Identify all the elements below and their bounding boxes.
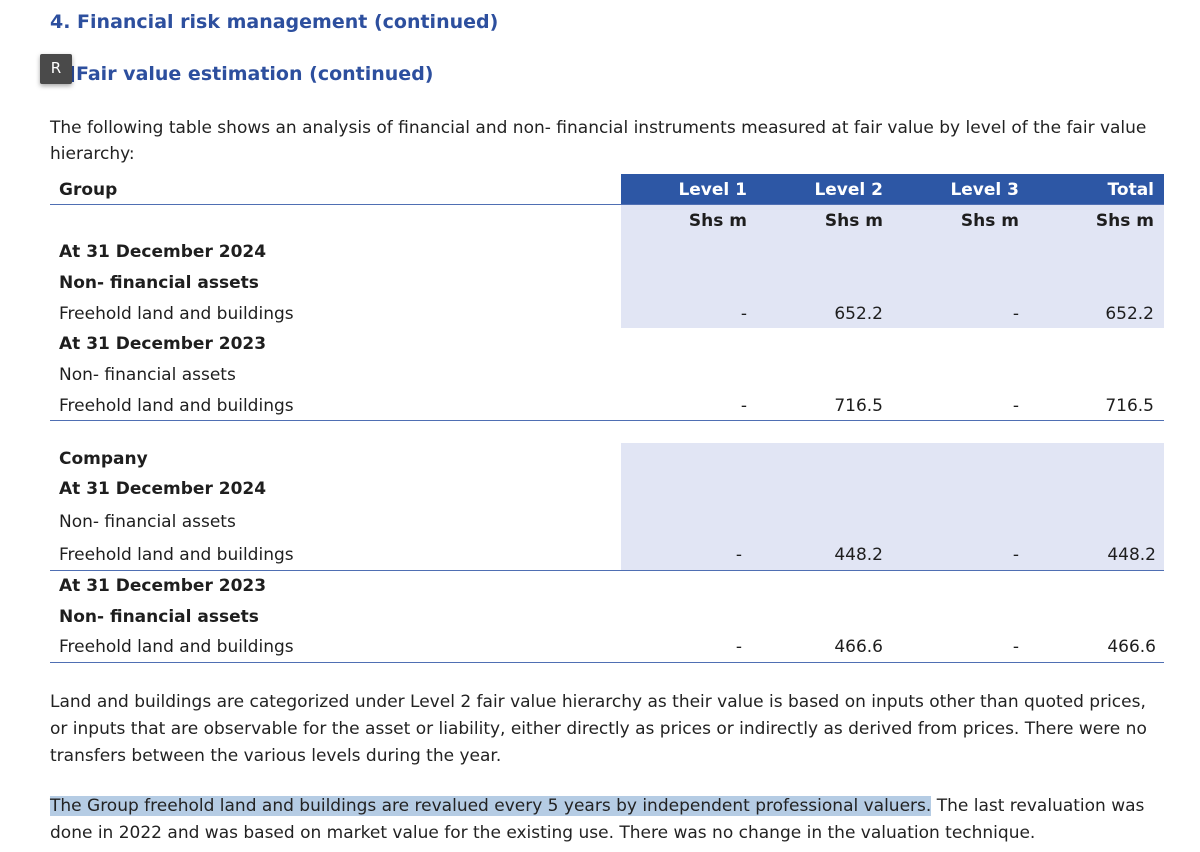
row-label: Freehold land and buildings [59,637,294,657]
company-2023-category: Non- financial assets [59,607,259,627]
row-level1: - [740,304,747,324]
level2-explanation-paragraph: Land and buildings are categorized under Level 2 fair value hierarchy as their value is based on inputs other than quoted prices, or inputs that are observable for the asset or liability, either directly as prices or indirectly as derived from prices. There were no transfers between the various levels during the year. [50,692,1147,766]
company-2024-heading: At 31 December 2024 [59,479,267,499]
revaluation-paragraph [50,793,1165,847]
column-header-level2: Level 2 [814,180,883,200]
reader-badge-button[interactable]: R [40,54,72,84]
row-total: 448.2 [1107,545,1156,565]
row-level3: - [1012,545,1019,565]
company-2024-category: Non- financial assets [59,512,236,532]
header-rule [50,204,1164,205]
row-level1: - [735,545,742,565]
group-2024-heading: At 31 December 2024 [59,242,267,262]
group-end-rule [50,420,1164,421]
row-level2: 652.2 [834,304,883,324]
company-2024-shade [621,443,1164,570]
row-level3: - [1012,304,1019,324]
group-2023-category: Non- financial assets [59,365,236,385]
company-2023-heading: At 31 December 2023 [59,576,267,596]
revaluation-details: The last revaluation was done in 2022 and was based on market value for the existing use. There was no change in the valuation technique. [50,796,1145,843]
column-header-level3: Level 3 [950,180,1019,200]
unit-level3: Shs m [960,211,1019,231]
row-total: 466.6 [1107,637,1156,657]
row-label: Freehold land and buildings [59,396,294,416]
unit-total: Shs m [1095,211,1154,231]
intro-paragraph: The following table shows an analysis of financial and non- financial instruments measured at fair value by level of the fair value hierarchy: [50,118,1147,164]
highlighted-sentence[interactable]: The Group freehold land and buildings are revalued every 5 years by independent professional valuers. [50,796,932,816]
company-heading: Company [59,449,148,469]
group-2024-category: Non- financial assets [59,273,259,293]
column-header-level1: Level 1 [678,180,747,200]
table-bottom-rule [50,662,1164,663]
group-2023-heading: At 31 December 2023 [59,334,267,354]
row-level1: - [735,637,742,657]
column-header-group: Group [59,180,118,200]
row-level2: 448.2 [834,545,883,565]
row-level2: 716.5 [834,396,883,416]
row-level2: 466.6 [834,637,883,657]
row-label: Freehold land and buildings [59,545,294,565]
unit-level1: Shs m [688,211,747,231]
row-level3: - [1012,637,1019,657]
row-total: 652.2 [1105,304,1154,324]
row-total: 716.5 [1105,396,1154,416]
company-2024-end-rule [50,570,1164,571]
column-header-total: Total [1107,180,1154,200]
subsection-title: Fair value estimation (continued) [76,63,434,85]
section-title: 4. Financial risk management (continued) [50,11,499,33]
unit-level2: Shs m [824,211,883,231]
row-label: Freehold land and buildings [59,304,294,324]
row-level3: - [1012,396,1019,416]
row-level1: - [740,396,747,416]
